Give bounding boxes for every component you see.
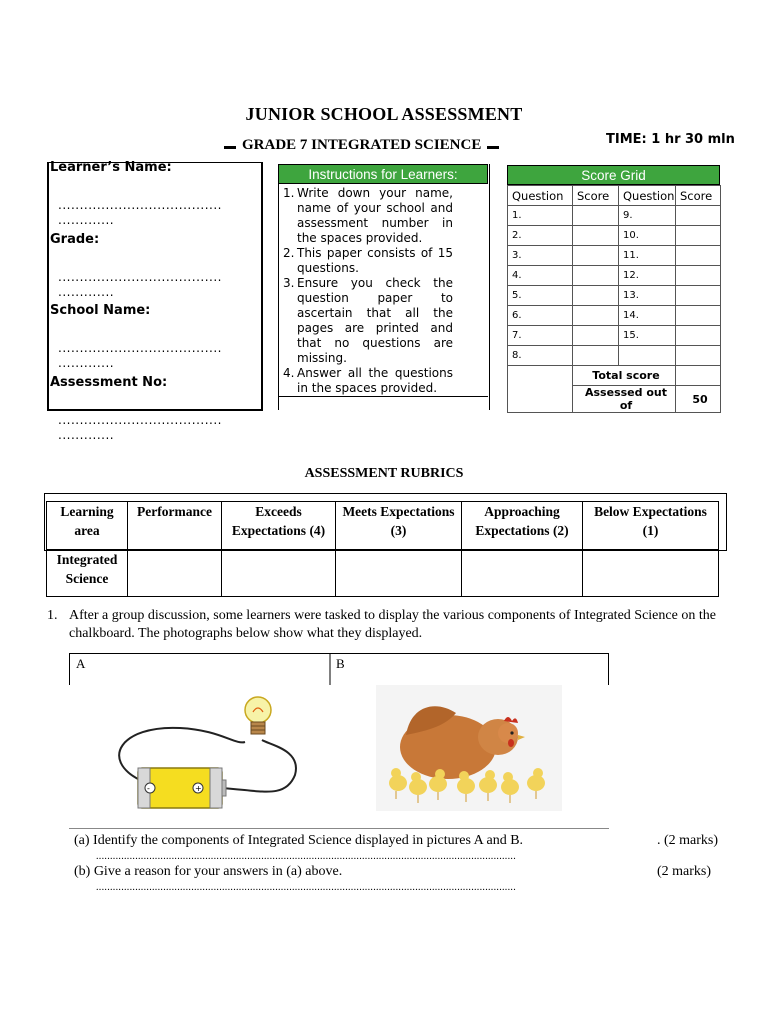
circuit-illustration	[110, 690, 310, 818]
question-number: 15.	[619, 326, 676, 346]
blank-cell	[508, 366, 573, 386]
score-cell[interactable]	[573, 306, 619, 326]
question-1a: (a) Identify the components of Integrated Science displayed in pictures A and B.	[74, 833, 524, 848]
rubric-header: Below Expectations (1)	[583, 502, 719, 550]
score-cell[interactable]	[676, 286, 721, 306]
score-grid-row	[508, 286, 721, 306]
instructions-divider	[278, 396, 488, 397]
question-number: 8.	[508, 346, 573, 366]
dash-left	[224, 146, 236, 149]
score-grid-row	[508, 306, 721, 326]
rubric-header: Learning area	[47, 502, 128, 550]
instructions-heading: Instructions for Learners:	[278, 164, 488, 184]
grade-label: Grade:	[50, 232, 100, 247]
score-cell[interactable]	[573, 286, 619, 306]
score-cell[interactable]	[676, 206, 721, 226]
rubric-cell[interactable]	[583, 550, 719, 597]
school-name-field[interactable]	[58, 341, 222, 371]
rubric-cell[interactable]	[128, 550, 222, 597]
score-grid-heading: Score Grid	[507, 165, 720, 185]
exam-time: TIME: 1 hr 30 mln	[606, 132, 735, 147]
rubric-header-row	[47, 502, 719, 550]
instruction-item	[283, 246, 453, 276]
question-number: 1.	[47, 608, 58, 623]
assessed-out-of-row	[508, 386, 721, 413]
school-name-label: School Name:	[50, 303, 151, 318]
rubric-header: Exceeds Expectations (4)	[222, 502, 336, 550]
score-cell[interactable]	[676, 346, 721, 366]
instruction-item	[283, 366, 453, 396]
grade-field[interactable]	[58, 270, 222, 300]
picture-a-label: A	[76, 656, 86, 671]
total-score-label: Total score	[573, 366, 676, 386]
score-grid-row	[508, 326, 721, 346]
page-title: JUNIOR SCHOOL ASSESSMENT	[245, 104, 523, 124]
instruction-text: This paper consists of 15 questions.	[297, 246, 453, 275]
score-grid-row	[508, 266, 721, 286]
instruction-text: Ensure you check the question paper to ascertain that all the pages are printed and that no questions are missing.	[297, 276, 453, 365]
score-cell[interactable]	[573, 206, 619, 226]
col-question: Question	[508, 186, 573, 206]
rubric-cell[interactable]	[336, 550, 462, 597]
svg-text:+: +	[195, 784, 202, 793]
instruction-item	[283, 276, 453, 366]
dash-right	[487, 146, 499, 149]
score-cell[interactable]	[573, 326, 619, 346]
rubric-header: Performance	[128, 502, 222, 550]
total-score-row	[508, 366, 721, 386]
answer-line-1b[interactable]: ......................................................................................................................................................	[96, 882, 516, 893]
dots: ......................................	[58, 413, 222, 427]
assessed-out-of-label: Assessed out of	[573, 386, 676, 413]
answer-line-1a[interactable]: ......................................................................................................................................................	[96, 851, 516, 862]
rubric-header: Approaching Expectations (2)	[462, 502, 583, 550]
instruction-number: 4.	[283, 366, 295, 380]
page-subtitle	[224, 137, 499, 154]
rubric-table	[46, 501, 719, 597]
question-number: 10.	[619, 226, 676, 246]
dots: ......................................	[58, 198, 222, 212]
question-number: 12.	[619, 266, 676, 286]
score-cell[interactable]	[676, 306, 721, 326]
instruction-number: 1.	[283, 186, 295, 200]
question-number: 14.	[619, 306, 676, 326]
dots: .............	[58, 285, 115, 299]
question-1a-marks: . (2 marks)	[657, 833, 719, 848]
dots: ......................................	[58, 341, 222, 355]
instruction-number: 3.	[283, 276, 295, 290]
dots: ......................................	[58, 270, 222, 284]
question-text: After a group discussion, some learners were tasked to display the various components of Integrated Science on the chalkboard. The photographs below show what they displayed.	[69, 608, 716, 641]
question-1b-marks: (2 marks)	[657, 864, 712, 879]
dots: .............	[58, 428, 115, 442]
rubric-header: Meets Expectations (3)	[336, 502, 462, 550]
rubric-row	[47, 550, 719, 597]
score-grid-row	[508, 206, 721, 226]
instructions-list	[283, 186, 453, 396]
hen-chicks-photo	[376, 685, 562, 811]
question-number: 5.	[508, 286, 573, 306]
score-grid-row	[508, 226, 721, 246]
score-cell[interactable]	[676, 226, 721, 246]
score-grid-table	[507, 185, 721, 413]
assessment-no-label: Assessment No:	[50, 375, 168, 390]
question-number	[619, 346, 676, 366]
score-grid-header-row	[508, 186, 721, 206]
subtitle-text: GRADE 7 INTEGRATED SCIENCE	[242, 137, 482, 153]
score-cell[interactable]	[573, 246, 619, 266]
question-1b: (b) Give a reason for your answers in (a) above.	[74, 864, 343, 879]
rubric-title: ASSESSMENT RUBRICS	[304, 466, 464, 481]
question-number: 2.	[508, 226, 573, 246]
score-cell[interactable]	[573, 346, 619, 366]
rubric-learning-area: Integrated Science	[47, 550, 128, 597]
svg-text:-: -	[147, 784, 150, 793]
rubric-cell[interactable]	[462, 550, 583, 597]
question-number: 4.	[508, 266, 573, 286]
col-score: Score	[573, 186, 619, 206]
instruction-text: Write down your name, name of your school and assessment number in the spaces provided.	[297, 186, 453, 245]
question-number: 11.	[619, 246, 676, 266]
blank-cell	[508, 386, 573, 413]
question-number: 7.	[508, 326, 573, 346]
score-cell[interactable]	[573, 266, 619, 286]
col-question: Question	[619, 186, 676, 206]
score-cell[interactable]	[573, 226, 619, 246]
question-number: 1.	[508, 206, 573, 226]
instruction-item	[283, 186, 453, 246]
score-grid-row	[508, 346, 721, 366]
assessed-out-of-value: 50	[676, 386, 721, 413]
assessment-no-field[interactable]	[58, 413, 222, 443]
learner-name-label: Learner’s Name:	[50, 160, 172, 175]
picture-b-label: B	[336, 656, 345, 671]
question-number: 13.	[619, 286, 676, 306]
question-number: 6.	[508, 306, 573, 326]
score-cell[interactable]	[676, 326, 721, 346]
learner-name-field[interactable]	[58, 198, 222, 228]
question-number: 3.	[508, 246, 573, 266]
score-cell[interactable]	[676, 246, 721, 266]
question-number: 9.	[619, 206, 676, 226]
dots: .............	[58, 213, 115, 227]
instruction-number: 2.	[283, 246, 295, 260]
total-score-cell[interactable]	[676, 366, 721, 386]
score-grid-row	[508, 246, 721, 266]
score-cell[interactable]	[676, 266, 721, 286]
rubric-cell[interactable]	[222, 550, 336, 597]
col-score: Score	[676, 186, 721, 206]
instruction-text: Answer all the questions in the spaces provided.	[297, 366, 453, 395]
dots: .............	[58, 356, 115, 370]
